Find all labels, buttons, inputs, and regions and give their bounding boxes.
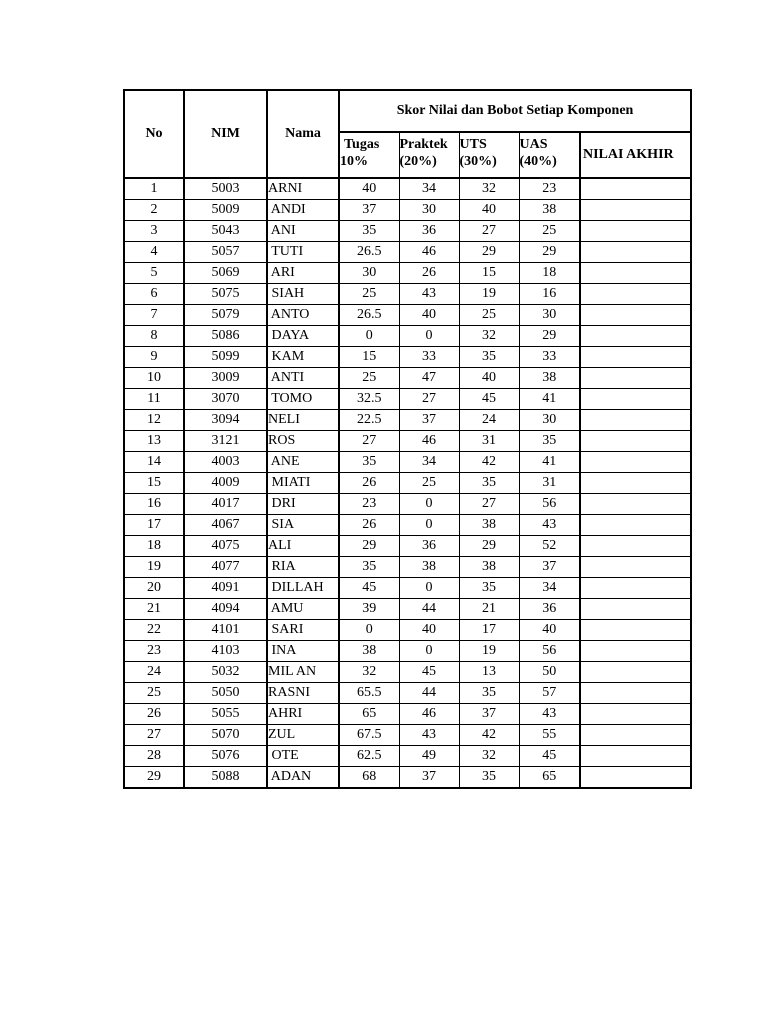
cell-nilai-akhir[interactable] xyxy=(580,368,691,389)
table-row xyxy=(124,725,691,746)
cell-nim: 3121 xyxy=(184,431,267,452)
cell-no: 9 xyxy=(124,347,184,368)
header-nim: NIM xyxy=(184,90,267,178)
cell-praktek: 0 xyxy=(399,515,459,536)
cell-no: 27 xyxy=(124,725,184,746)
cell-praktek: 36 xyxy=(399,221,459,242)
cell-nilai-akhir[interactable] xyxy=(580,767,691,789)
cell-uas: 43 xyxy=(519,704,580,725)
cell-uas: 16 xyxy=(519,284,580,305)
cell-uas: 38 xyxy=(519,368,580,389)
cell-uts: 19 xyxy=(459,284,519,305)
cell-uas: 31 xyxy=(519,473,580,494)
cell-uas: 29 xyxy=(519,326,580,347)
cell-tugas: 27 xyxy=(339,431,399,452)
table-row xyxy=(124,178,691,200)
cell-no: 22 xyxy=(124,620,184,641)
cell-tugas: 15 xyxy=(339,347,399,368)
cell-nama: ZUL xyxy=(267,725,339,746)
cell-nilai-akhir[interactable] xyxy=(580,599,691,620)
cell-no: 25 xyxy=(124,683,184,704)
cell-uts: 21 xyxy=(459,599,519,620)
cell-no: 1 xyxy=(124,178,184,200)
cell-tugas: 25 xyxy=(339,368,399,389)
table-row xyxy=(124,452,691,473)
table-row xyxy=(124,410,691,431)
cell-nilai-akhir[interactable] xyxy=(580,494,691,515)
cell-no: 4 xyxy=(124,242,184,263)
table-row xyxy=(124,347,691,368)
cell-nilai-akhir[interactable] xyxy=(580,515,691,536)
cell-no: 7 xyxy=(124,305,184,326)
cell-uts: 17 xyxy=(459,620,519,641)
cell-nim: 4103 xyxy=(184,641,267,662)
cell-praktek: 34 xyxy=(399,452,459,473)
cell-praktek: 36 xyxy=(399,536,459,557)
cell-tugas: 22.5 xyxy=(339,410,399,431)
cell-nama: DRI xyxy=(267,494,339,515)
cell-nilai-akhir[interactable] xyxy=(580,473,691,494)
cell-nilai-akhir[interactable] xyxy=(580,221,691,242)
cell-nim: 5069 xyxy=(184,263,267,284)
cell-nama: ANTI xyxy=(267,368,339,389)
cell-nim: 5032 xyxy=(184,662,267,683)
cell-uts: 35 xyxy=(459,683,519,704)
cell-uas: 43 xyxy=(519,515,580,536)
cell-tugas: 67.5 xyxy=(339,725,399,746)
cell-no: 8 xyxy=(124,326,184,347)
header-nilai-akhir: NILAI AKHIR xyxy=(580,132,691,178)
header-nama: Nama xyxy=(267,90,339,178)
cell-uts: 27 xyxy=(459,221,519,242)
cell-praktek: 46 xyxy=(399,704,459,725)
cell-nilai-akhir[interactable] xyxy=(580,578,691,599)
cell-nilai-akhir[interactable] xyxy=(580,347,691,368)
cell-nilai-akhir[interactable] xyxy=(580,326,691,347)
cell-uts: 29 xyxy=(459,536,519,557)
cell-nama: RIA xyxy=(267,557,339,578)
cell-no: 3 xyxy=(124,221,184,242)
cell-nama: SIA xyxy=(267,515,339,536)
table-row xyxy=(124,242,691,263)
cell-nim: 4067 xyxy=(184,515,267,536)
cell-no: 2 xyxy=(124,200,184,221)
cell-tugas: 35 xyxy=(339,557,399,578)
table-row xyxy=(124,200,691,221)
header-uts xyxy=(459,132,519,178)
cell-no: 23 xyxy=(124,641,184,662)
cell-no: 5 xyxy=(124,263,184,284)
cell-nim: 5055 xyxy=(184,704,267,725)
cell-nim: 3070 xyxy=(184,389,267,410)
table-row xyxy=(124,494,691,515)
cell-nama: DAYA xyxy=(267,326,339,347)
cell-praktek: 37 xyxy=(399,410,459,431)
cell-nim: 4003 xyxy=(184,452,267,473)
cell-no: 20 xyxy=(124,578,184,599)
cell-uas: 38 xyxy=(519,200,580,221)
cell-nilai-akhir[interactable] xyxy=(580,662,691,683)
cell-nama: OTE xyxy=(267,746,339,767)
cell-nim: 5070 xyxy=(184,725,267,746)
header-praktek xyxy=(399,132,459,178)
cell-nilai-akhir[interactable] xyxy=(580,725,691,746)
cell-praktek: 45 xyxy=(399,662,459,683)
cell-nama: SARI xyxy=(267,620,339,641)
cell-nim: 5009 xyxy=(184,200,267,221)
cell-nama: ANTO xyxy=(267,305,339,326)
table-body xyxy=(124,178,691,788)
cell-no: 6 xyxy=(124,284,184,305)
cell-nama: INA xyxy=(267,641,339,662)
cell-nama: ARNI xyxy=(267,178,339,200)
cell-uts: 35 xyxy=(459,347,519,368)
cell-nama: MIATI xyxy=(267,473,339,494)
cell-uas: 45 xyxy=(519,746,580,767)
cell-uas: 37 xyxy=(519,557,580,578)
cell-tugas: 0 xyxy=(339,620,399,641)
cell-uas: 52 xyxy=(519,536,580,557)
cell-nama: MIL AN xyxy=(267,662,339,683)
cell-no: 24 xyxy=(124,662,184,683)
cell-nim: 4017 xyxy=(184,494,267,515)
cell-nilai-akhir[interactable] xyxy=(580,178,691,200)
cell-tugas: 37 xyxy=(339,200,399,221)
cell-praktek: 43 xyxy=(399,725,459,746)
cell-tugas: 26 xyxy=(339,515,399,536)
cell-praktek: 40 xyxy=(399,620,459,641)
cell-tugas: 40 xyxy=(339,178,399,200)
cell-nilai-akhir[interactable] xyxy=(580,200,691,221)
cell-nim: 5075 xyxy=(184,284,267,305)
cell-uts: 38 xyxy=(459,557,519,578)
cell-nilai-akhir[interactable] xyxy=(580,746,691,767)
table-row xyxy=(124,599,691,620)
cell-uas: 56 xyxy=(519,494,580,515)
cell-uts: 15 xyxy=(459,263,519,284)
cell-no: 18 xyxy=(124,536,184,557)
cell-uas: 33 xyxy=(519,347,580,368)
table-row xyxy=(124,767,691,789)
cell-nim: 4077 xyxy=(184,557,267,578)
table-row xyxy=(124,704,691,725)
cell-nama: AMU xyxy=(267,599,339,620)
cell-uas: 65 xyxy=(519,767,580,789)
cell-praktek: 46 xyxy=(399,431,459,452)
header-praktek-weight: (20%) xyxy=(399,154,437,169)
cell-nim: 5088 xyxy=(184,767,267,789)
cell-nama: NELI xyxy=(267,410,339,431)
table-row xyxy=(124,221,691,242)
cell-praktek: 34 xyxy=(399,178,459,200)
header-no: No xyxy=(124,90,184,178)
header-praktek-label: Praktek xyxy=(399,137,448,152)
cell-nim: 5043 xyxy=(184,221,267,242)
cell-uts: 35 xyxy=(459,578,519,599)
cell-tugas: 29 xyxy=(339,536,399,557)
cell-nama: ROS xyxy=(267,431,339,452)
cell-uts: 24 xyxy=(459,410,519,431)
cell-uts: 42 xyxy=(459,725,519,746)
table-row xyxy=(124,746,691,767)
table-row xyxy=(124,536,691,557)
cell-uts: 35 xyxy=(459,767,519,789)
cell-tugas: 30 xyxy=(339,263,399,284)
cell-nama: ANDI xyxy=(267,200,339,221)
cell-nilai-akhir[interactable] xyxy=(580,431,691,452)
cell-nim: 5003 xyxy=(184,178,267,200)
cell-praktek: 26 xyxy=(399,263,459,284)
cell-tugas: 35 xyxy=(339,452,399,473)
cell-uas: 29 xyxy=(519,242,580,263)
cell-tugas: 23 xyxy=(339,494,399,515)
header-uts-label: UTS xyxy=(459,137,487,152)
table-row xyxy=(124,389,691,410)
cell-nama: ALI xyxy=(267,536,339,557)
cell-nama: TUTI xyxy=(267,242,339,263)
cell-no: 29 xyxy=(124,767,184,789)
cell-nama: DILLAH xyxy=(267,578,339,599)
table-row xyxy=(124,683,691,704)
cell-nim: 4101 xyxy=(184,620,267,641)
cell-nim: 5057 xyxy=(184,242,267,263)
cell-uas: 36 xyxy=(519,599,580,620)
cell-nama: ADAN xyxy=(267,767,339,789)
cell-uts: 25 xyxy=(459,305,519,326)
table-row xyxy=(124,263,691,284)
table-row xyxy=(124,641,691,662)
cell-nim: 5076 xyxy=(184,746,267,767)
cell-tugas: 32 xyxy=(339,662,399,683)
table-row xyxy=(124,368,691,389)
cell-nilai-akhir[interactable] xyxy=(580,536,691,557)
cell-nilai-akhir[interactable] xyxy=(580,557,691,578)
cell-uas: 30 xyxy=(519,410,580,431)
header-uts-weight: (30%) xyxy=(459,154,497,169)
cell-tugas: 35 xyxy=(339,221,399,242)
cell-uts: 32 xyxy=(459,326,519,347)
cell-nama: TOMO xyxy=(267,389,339,410)
cell-nama: ARI xyxy=(267,263,339,284)
cell-uts: 42 xyxy=(459,452,519,473)
table-row xyxy=(124,473,691,494)
header-tugas-label: Tugas xyxy=(344,137,380,152)
cell-no: 15 xyxy=(124,473,184,494)
cell-tugas: 62.5 xyxy=(339,746,399,767)
cell-nama: ANE xyxy=(267,452,339,473)
cell-nilai-akhir[interactable] xyxy=(580,305,691,326)
cell-uas: 23 xyxy=(519,178,580,200)
table-row xyxy=(124,284,691,305)
table-row xyxy=(124,515,691,536)
cell-nama: KAM xyxy=(267,347,339,368)
cell-nilai-akhir[interactable] xyxy=(580,452,691,473)
table-row xyxy=(124,578,691,599)
cell-no: 21 xyxy=(124,599,184,620)
cell-uts: 31 xyxy=(459,431,519,452)
cell-no: 16 xyxy=(124,494,184,515)
cell-uts: 13 xyxy=(459,662,519,683)
cell-uts: 32 xyxy=(459,746,519,767)
cell-no: 10 xyxy=(124,368,184,389)
cell-uts: 19 xyxy=(459,641,519,662)
cell-praktek: 0 xyxy=(399,578,459,599)
cell-nama: ANI xyxy=(267,221,339,242)
cell-nama: SIAH xyxy=(267,284,339,305)
cell-nilai-akhir[interactable] xyxy=(580,683,691,704)
cell-praktek: 27 xyxy=(399,389,459,410)
cell-nim: 4075 xyxy=(184,536,267,557)
cell-uas: 41 xyxy=(519,452,580,473)
cell-nim: 4091 xyxy=(184,578,267,599)
cell-praktek: 47 xyxy=(399,368,459,389)
cell-uts: 27 xyxy=(459,494,519,515)
cell-nilai-akhir[interactable] xyxy=(580,389,691,410)
cell-tugas: 45 xyxy=(339,578,399,599)
cell-praktek: 0 xyxy=(399,641,459,662)
cell-nim: 4094 xyxy=(184,599,267,620)
cell-praktek: 44 xyxy=(399,599,459,620)
cell-nim: 3094 xyxy=(184,410,267,431)
cell-tugas: 0 xyxy=(339,326,399,347)
cell-no: 17 xyxy=(124,515,184,536)
cell-nama: RASNI xyxy=(267,683,339,704)
cell-no: 13 xyxy=(124,431,184,452)
table-row xyxy=(124,620,691,641)
cell-tugas: 25 xyxy=(339,284,399,305)
cell-nim: 5079 xyxy=(184,305,267,326)
cell-nim: 5050 xyxy=(184,683,267,704)
cell-uas: 41 xyxy=(519,389,580,410)
cell-praktek: 46 xyxy=(399,242,459,263)
cell-praktek: 38 xyxy=(399,557,459,578)
cell-praktek: 0 xyxy=(399,494,459,515)
cell-uas: 50 xyxy=(519,662,580,683)
cell-praktek: 37 xyxy=(399,767,459,789)
cell-uas: 25 xyxy=(519,221,580,242)
table-row xyxy=(124,431,691,452)
cell-no: 19 xyxy=(124,557,184,578)
cell-nilai-akhir[interactable] xyxy=(580,284,691,305)
cell-nim: 5086 xyxy=(184,326,267,347)
cell-praktek: 40 xyxy=(399,305,459,326)
cell-nilai-akhir[interactable] xyxy=(580,410,691,431)
cell-no: 14 xyxy=(124,452,184,473)
table-row xyxy=(124,326,691,347)
cell-no: 28 xyxy=(124,746,184,767)
cell-praktek: 30 xyxy=(399,200,459,221)
cell-uts: 40 xyxy=(459,368,519,389)
table-row xyxy=(124,662,691,683)
header-uas-weight: (40%) xyxy=(519,154,557,169)
cell-uas: 30 xyxy=(519,305,580,326)
cell-uas: 40 xyxy=(519,620,580,641)
cell-tugas: 65 xyxy=(339,704,399,725)
cell-uts: 38 xyxy=(459,515,519,536)
cell-uas: 35 xyxy=(519,431,580,452)
cell-no: 11 xyxy=(124,389,184,410)
cell-tugas: 26.5 xyxy=(339,305,399,326)
cell-tugas: 32.5 xyxy=(339,389,399,410)
cell-uas: 34 xyxy=(519,578,580,599)
cell-praktek: 43 xyxy=(399,284,459,305)
cell-uts: 45 xyxy=(459,389,519,410)
cell-praktek: 25 xyxy=(399,473,459,494)
cell-uas: 56 xyxy=(519,641,580,662)
header-component-group: Skor Nilai dan Bobot Setiap Komponen xyxy=(339,90,691,132)
cell-praktek: 33 xyxy=(399,347,459,368)
cell-nilai-akhir[interactable] xyxy=(580,704,691,725)
cell-no: 12 xyxy=(124,410,184,431)
cell-nilai-akhir[interactable] xyxy=(580,620,691,641)
cell-praktek: 49 xyxy=(399,746,459,767)
cell-uts: 35 xyxy=(459,473,519,494)
cell-nim: 3009 xyxy=(184,368,267,389)
table-row xyxy=(124,557,691,578)
header-tugas-weight: 10% xyxy=(340,154,368,169)
cell-tugas: 38 xyxy=(339,641,399,662)
cell-nim: 5099 xyxy=(184,347,267,368)
cell-uas: 57 xyxy=(519,683,580,704)
cell-uts: 32 xyxy=(459,178,519,200)
cell-tugas: 26.5 xyxy=(339,242,399,263)
header-uas xyxy=(519,132,580,178)
cell-tugas: 65.5 xyxy=(339,683,399,704)
cell-nama: AHRI xyxy=(267,704,339,725)
cell-praktek: 0 xyxy=(399,326,459,347)
cell-nilai-akhir[interactable] xyxy=(580,242,691,263)
cell-uas: 55 xyxy=(519,725,580,746)
cell-nilai-akhir[interactable] xyxy=(580,641,691,662)
header-tugas xyxy=(339,132,399,178)
cell-uts: 37 xyxy=(459,704,519,725)
cell-tugas: 39 xyxy=(339,599,399,620)
cell-tugas: 68 xyxy=(339,767,399,789)
header-uas-label: UAS xyxy=(519,137,548,152)
cell-praktek: 44 xyxy=(399,683,459,704)
cell-uts: 29 xyxy=(459,242,519,263)
cell-nilai-akhir[interactable] xyxy=(580,263,691,284)
cell-no: 26 xyxy=(124,704,184,725)
cell-tugas: 26 xyxy=(339,473,399,494)
cell-uas: 18 xyxy=(519,263,580,284)
table-row xyxy=(124,305,691,326)
grades-table xyxy=(123,89,692,789)
cell-uts: 40 xyxy=(459,200,519,221)
cell-nim: 4009 xyxy=(184,473,267,494)
